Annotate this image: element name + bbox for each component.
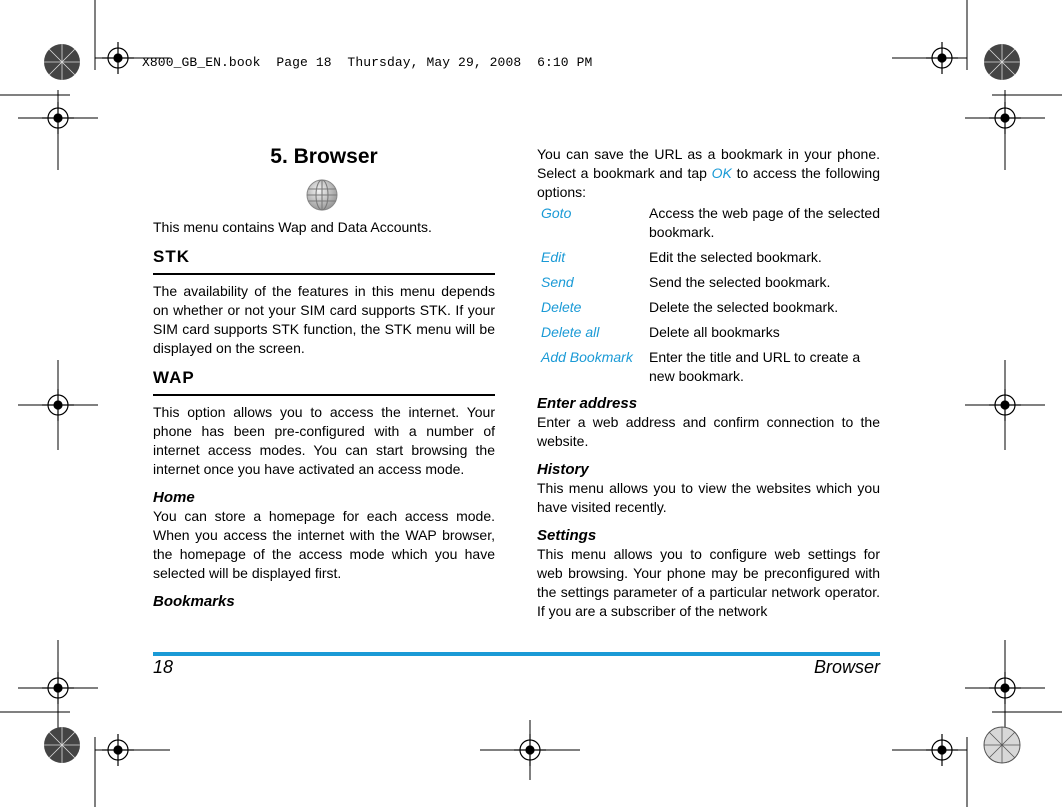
intro-text: This menu contains Wap and Data Accounts.: [153, 219, 432, 235]
option-key: Delete: [541, 299, 582, 315]
bookmark-options-table: [537, 204, 880, 392]
option-key: Add Bookmark: [541, 349, 633, 365]
option-key: Delete all: [541, 324, 600, 340]
option-desc: Edit the selected bookmark.: [649, 249, 822, 265]
option-row: [537, 204, 880, 248]
option-row: [537, 298, 880, 323]
enter-address-body: Enter a web address and confirm connection to the website.: [537, 414, 880, 449]
wap-body: This option allows you to access the internet. Your phone has been pre-configured with a number of internet access modes. You can start browsing the internet once you have activated an access mode.: [153, 404, 495, 477]
option-key: Goto: [541, 205, 572, 221]
home-heading: Home: [153, 489, 195, 506]
option-row: [537, 323, 880, 348]
settings-body: This menu allows you to configure web settings for web browsing. Your phone may be preconfigured with the settings parameter of a particular network operator. If you are a subscriber of the network: [537, 546, 880, 619]
ok-key: OK: [711, 165, 732, 181]
footer-section-title: Browser: [813, 657, 880, 677]
stk-heading: STK: [153, 247, 495, 275]
history-body: This menu allows you to view the websites which you have visited recently.: [537, 480, 880, 515]
globe-icon: [305, 178, 339, 212]
bookmarks-body: You can save the URL as a bookmark in your phone. Select a bookmark and tap OK to access the following options:: [537, 146, 881, 200]
option-desc: Send the selected bookmark.: [649, 274, 831, 290]
option-row: [537, 273, 880, 298]
option-desc: Delete all bookmarks: [649, 324, 780, 340]
enter-address-heading: Enter address: [537, 395, 638, 412]
page-number: 18: [153, 657, 174, 677]
history-heading: History: [537, 461, 589, 478]
settings-heading: Settings: [537, 527, 597, 544]
option-key: Edit: [541, 249, 566, 265]
option-desc: Delete the selected bookmark.: [649, 299, 839, 315]
bookmarks-heading: Bookmarks: [153, 593, 235, 610]
footer-rule: [153, 652, 880, 656]
option-desc: Access the web page of the selected bookmark.: [649, 205, 880, 240]
option-row: [537, 348, 880, 392]
chapter-title: 5. Browser: [270, 145, 378, 168]
option-row: [537, 248, 880, 273]
print-slug: X800_GB_EN.book Page 18 Thursday, May 29, 2008 6:10 PM: [142, 55, 593, 70]
wap-heading: WAP: [153, 368, 495, 396]
stk-body: The availability of the features in this menu depends on whether or not your SIM card supports STK. If your SIM card supports STK function, the STK menu will be displayed on the screen.: [153, 283, 495, 356]
option-desc: Enter the title and URL to create a new bookmark.: [649, 349, 861, 384]
left-column: [153, 140, 495, 611]
home-body: You can store a homepage for each access mode. When you access the internet with the WAP browser, the homepage of the access mode which you have selected will be displayed first.: [153, 508, 495, 581]
right-column: [537, 145, 880, 621]
option-key: Send: [541, 274, 574, 290]
